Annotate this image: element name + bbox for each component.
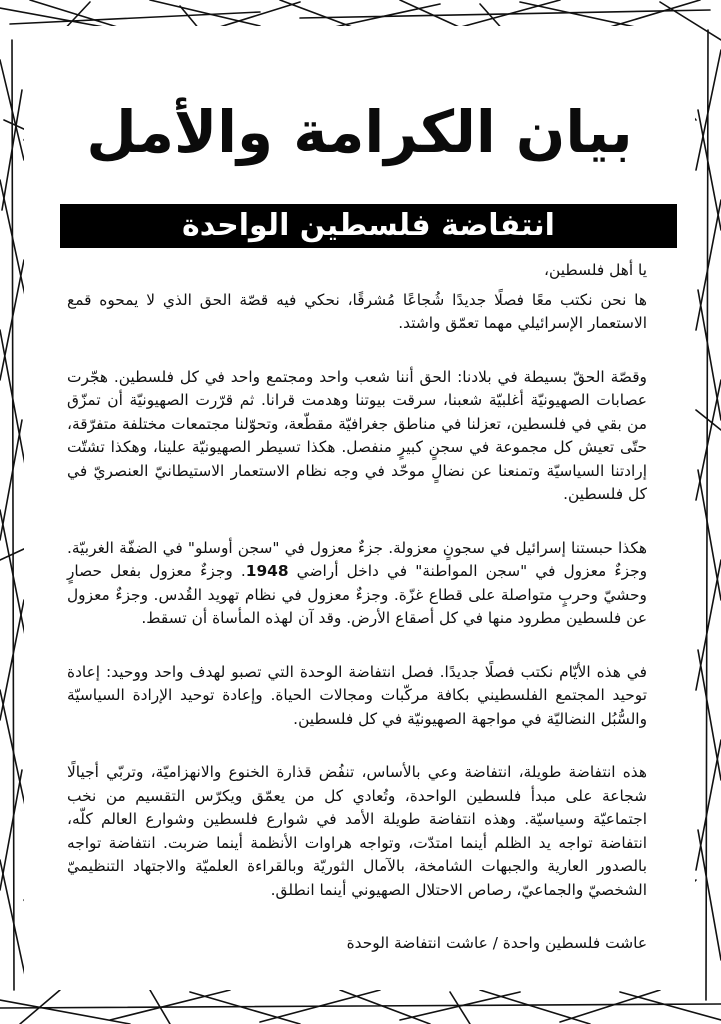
prisons-text-part1: هكذا حبستنا إسرائيل في سجونٍ معزولة. جزءٌ معزول في "سجن أوسلو" في الضفّة الغربيّة. وجزءٌ معزول في "سجن المواطنة" في داخل أراضي (67, 538, 648, 580)
paragraph-long-intifada: هذه انتفاضة طويلة، انتفاضة وعي بالأساس، تنفُض قذارة الخنوع والانهزاميّة، وتربّي أجيالًا شجاعة على مبدأ فلسطين الواحدة، وتُعادي كل من يعمّق ويكرّس التقسيم من نخب اجتماعيّة وسياسيّة. وهذه انتفاضة طويلة الأمد في شوارع فلسطين وشوارع العالم كلّه، انتفاضة تواجه يد الظلم أينما امتدّت، وتواجه هراوات الأنظمة أينما ضربت. انتفاضة تواجه بالصدور العارية والجبهات الشامخة، بالآمال الثوريّة وبالقراءة العلميّة والاجتهاد التنظيميّ الشخصيّ والجماعيّ، رصاص الاحتلال الصهيوني أينما انطلق. (67, 763, 647, 899)
paragraph-new-chapter: في هذه الأيّام نكتب فصلًا جديدًا. فصل انتفاضة الوحدة التي تصبو لهدف واحد ووحيد: إعادة توحيد المجتمع الفلسطيني بكافة مركّبات ومجالات الحياة. وإعادة توحيد الإرادة السياسيّة والسُّبُل النضاليّة في مواجهة الصهيونيّة في كل فلسطين. (67, 662, 647, 728)
greeting-line: يا أهل فلسطين، (544, 261, 647, 279)
statement-sheet (24, 26, 695, 990)
paragraph-one-state: وقصّة الحقّ بسيطة في بلادنا: الحق أننا شعب واحد ومجتمع واحد في كل فلسطين. هجّرت عصابات الصهيونيّة أغلبيّة شعبنا، سرقت بيوتنا وهدمت قرانا. ثم قرّرت الصهيونيّة أن تمزّق من بقي في فلسطين، تعزلنا في مناطق جغرافيّة مقطّعة، وتحوّلنا مجتمعات مختلفة متفرّقة، حتّى تعيش كل مجموعة في سجنٍ كبيرٍ منفصل. هكذا تسيطر الصهيونيّة علينا، وهكذا تشتّت إرادتنا السياسيّة وتمنعنا عن نضالٍ موحّد في وجه نظام الاستعمار الاستيطانيّ العنصريّ في كل فلسطين. (67, 367, 647, 503)
closing-slogan: عاشت فلسطين واحدة / عاشت انتفاضة الوحدة (346, 934, 647, 952)
statement-body (67, 259, 647, 956)
statement-title: بيان الكرامة والأمل (86, 98, 633, 166)
subtitle-banner: انتفاضة فلسطين الواحدة (60, 204, 677, 248)
prisons-year: 1948 (245, 562, 289, 580)
prisons-text-part2: . وجزءٌ معزول بفعل حصارٍ وحشيّ وحربٍ متواصلة على قطاع غزّة. وجزءٌ معزول في نظام تهويد القُدس. وجزءٌ معزول عن فلسطين مطرود منها في كل أصقاع الأرض. وقد آن لهذه المأساة أن تسقط. (67, 562, 647, 627)
intro-paragraph: ها نحن نكتب معًا فصلًا جديدًا شُجاعًا مُشرقًا، نحكي فيه قصّة الحق الذي لا يمحوه قمع الاستعمار الإسرائيلي مهما تعمّق واشتد. (67, 290, 647, 332)
paragraph-prisons (67, 537, 647, 631)
